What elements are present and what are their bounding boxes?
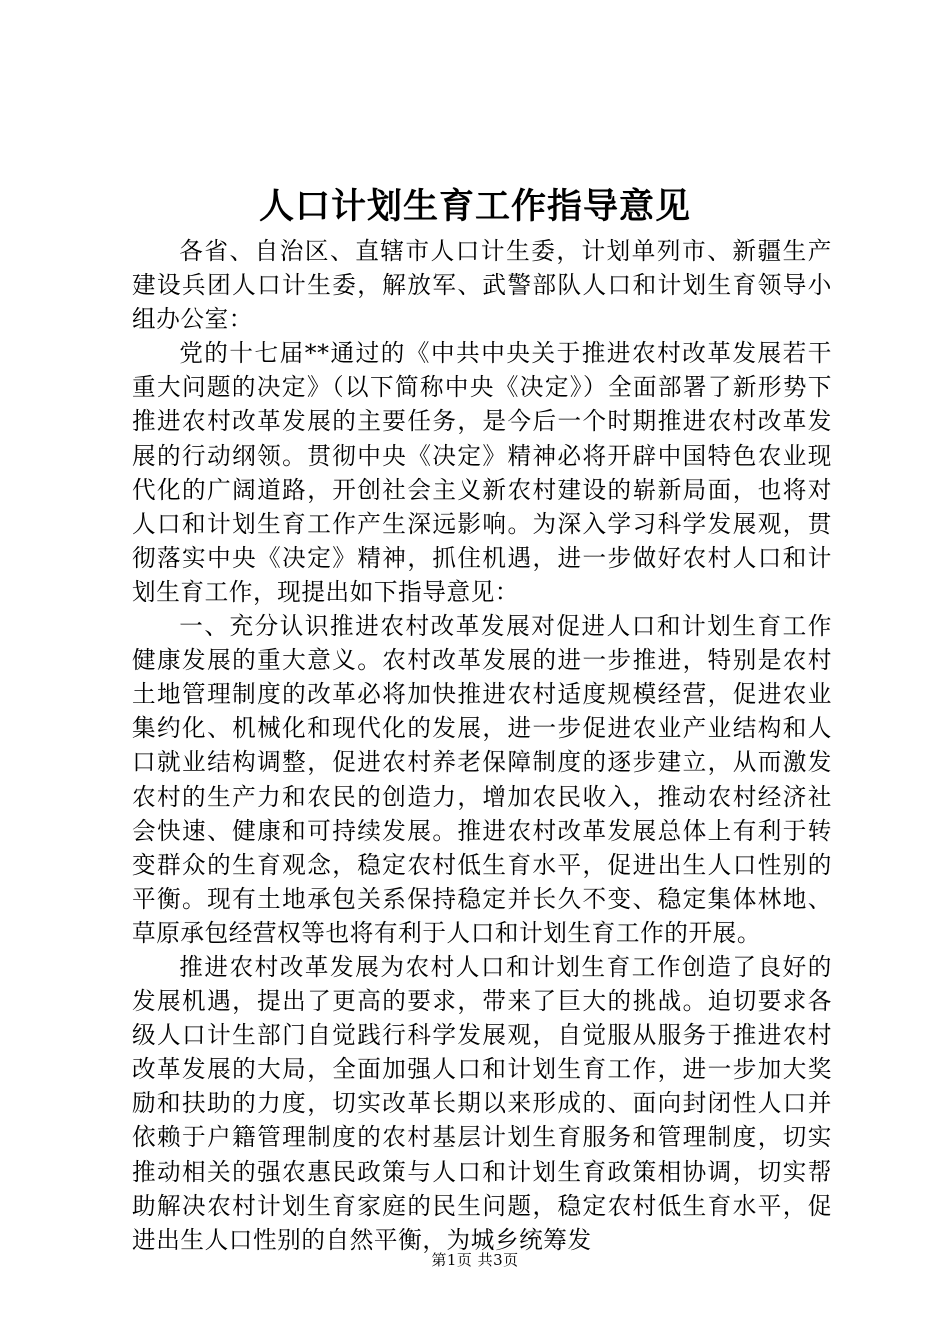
paragraph-section-one: 一、充分认识推进农村改革发展对促进人口和计划生育工作健康发展的重大意义。农村改革发展的进一步推进，特别是农村土地管理制度的改革必将加快推进农村适度规模经营，促进农业集约化、机械化和现代化的发展，进一步促进农业产业结构和人口就业结构调整，促进农村养老保障制度的逐步建立，从而激发农村的生产力和农民的创造力，增加农民收入，推动农村经济社会快速、健康和可持续发展。推进农村改革发展总体上有利于转变群众的生育观念，稳定农村低生育水平，促进出生人口性别的平衡。现有土地承包关系保持稳定并长久不变、稳定集体林地、草原承包经营权等也将有利于人口和计划生育工作的开展。: [132, 612, 832, 947]
paragraph-intro: 党的十七届**通过的《中共中央关于推进农村改革发展若干重大问题的决定》（以下简称中央《决定》）全面部署了新形势下推进农村改革发展的主要任务，是今后一个时期推进农村改革发展的行动纲领。贯彻中央《决定》精神必将开辟中国特色农业现代化的广阔道路，开创社会主义新农村建设的崭新局面，也将对人口和计划生育工作产生深远影响。为深入学习科学发展观，贯彻落实中央《决定》精神，抓住机遇，进一步做好农村人口和计划生育工作，现提出如下指导意见：: [132, 339, 832, 606]
paragraph-salutation: 各省、自治区、直辖市人口计生委，计划单列市、新疆生产建设兵团人口计生委，解放军、武警部队人口和计划生育领导小组办公室：: [132, 237, 832, 334]
document-title: 人口计划生育工作指导意见: [258, 186, 691, 227]
document-body: [132, 234, 832, 1257]
paragraph-opportunity: 推进农村改革发展为农村人口和计划生育工作创造了良好的发展机遇，提出了更高的要求，带来了巨大的挑战。迫切要求各级人口计生部门自觉践行科学发展观，自觉服从服务于推进农村改革发展的大局，全面加强人口和计划生育工作，进一步加大奖励和扶助的力度，切实改革长期以来形成的、面向封闭性人口并依赖于户籍管理制度的农村基层计划生育服务和管理制度，切实推动相关的强农惠民政策与人口和计划生育政策相协调，切实帮助解决农村计划生育家庭的民生问题，稳定农村低生育水平，促进出生人口性别的自然平衡，为城乡统筹发: [132, 952, 832, 1254]
page-footer: 第1页 共3页: [431, 1251, 519, 1269]
